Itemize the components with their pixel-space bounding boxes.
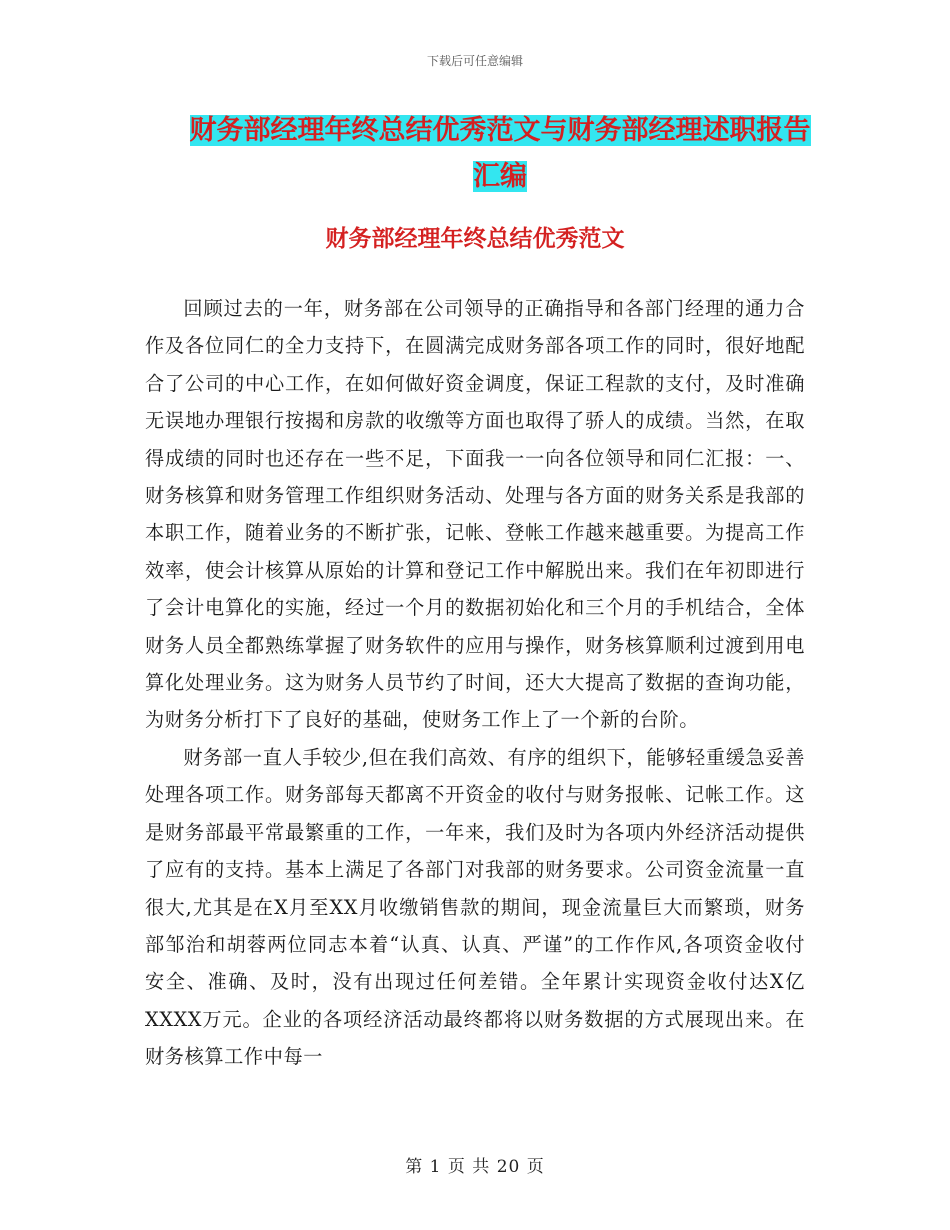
page-header-note: 下载后可任意编辑 [426, 54, 523, 68]
document-title [120, 108, 880, 200]
paragraph: 回顾过去的一年，财务部在公司领导的正确指导和各部门经理的通力合作及各位同仁的全力支持下，在圆满完成财务部各项工作的同时，很好地配合了公司的中心工作，在如何做好资金调度，保证工程款的支付，及时准确无误地办理银行按揭和房款的收缴等方面也取得了骄人的成绩。当然，在取得成绩的同时也还存在一些不足，下面我一一向各位领导和同仁汇报：一、财务核算和财务管理工作组织财务活动、处理与各方面的财务关系是我部的本职工作，随着业务的不断扩张，记帐、登帐工作越来越重要。为提高工作效率，使会计核算从原始的计算和登记工作中解脱出来。我们在年初即进行了会计电算化的实施，经过一个月的数据初始化和三个月的手机结合，全体财务人员全都熟练掌握了财务软件的应用与操作，财务核算顺利过渡到用电算化处理业务。这为财务人员节约了时间，还大大提高了数据的查询功能，为财务分析打下了良好的基础，使财务工作上了一个新的台阶。 [145, 297, 805, 732]
document-title-line-1: 财务部经理年终总结优秀范文与财务部经理述职报告 [189, 115, 811, 146]
section-title: 财务部经理年终总结优秀范文 [325, 226, 625, 252]
paragraph: 财务部一直人手较少,但在我们高效、有序的组织下，能够轻重缓急妥善处理各项工作。财务部每天都离不开资金的收付与财务报帐、记帐工作。这是财务部最平常最繁重的工作，一年来，我们及时为各项内外经济活动提供了应有的支持。基本上满足了各部门对我部的财务要求。公司资金流量一直很大,尤其是在X月至XX月收缴销售款的期间，现金流量巨大而繁琐，财务部邹治和胡蓉两位同志本着“认真、认真、严谨”的工作作风,各项资金收付安全、准确、及时，没有出现过任何差错。全年累计实现资金收付达X亿XXXX万元。企业的各项经济活动最终都将以财务数据的方式展现出来。在财务核算工作中每一 [145, 745, 805, 1069]
document-title-line-2: 汇编 [473, 161, 527, 192]
document-body [145, 290, 805, 1076]
page-number-footer: 第 1 页 共 20 页 [405, 1157, 545, 1177]
